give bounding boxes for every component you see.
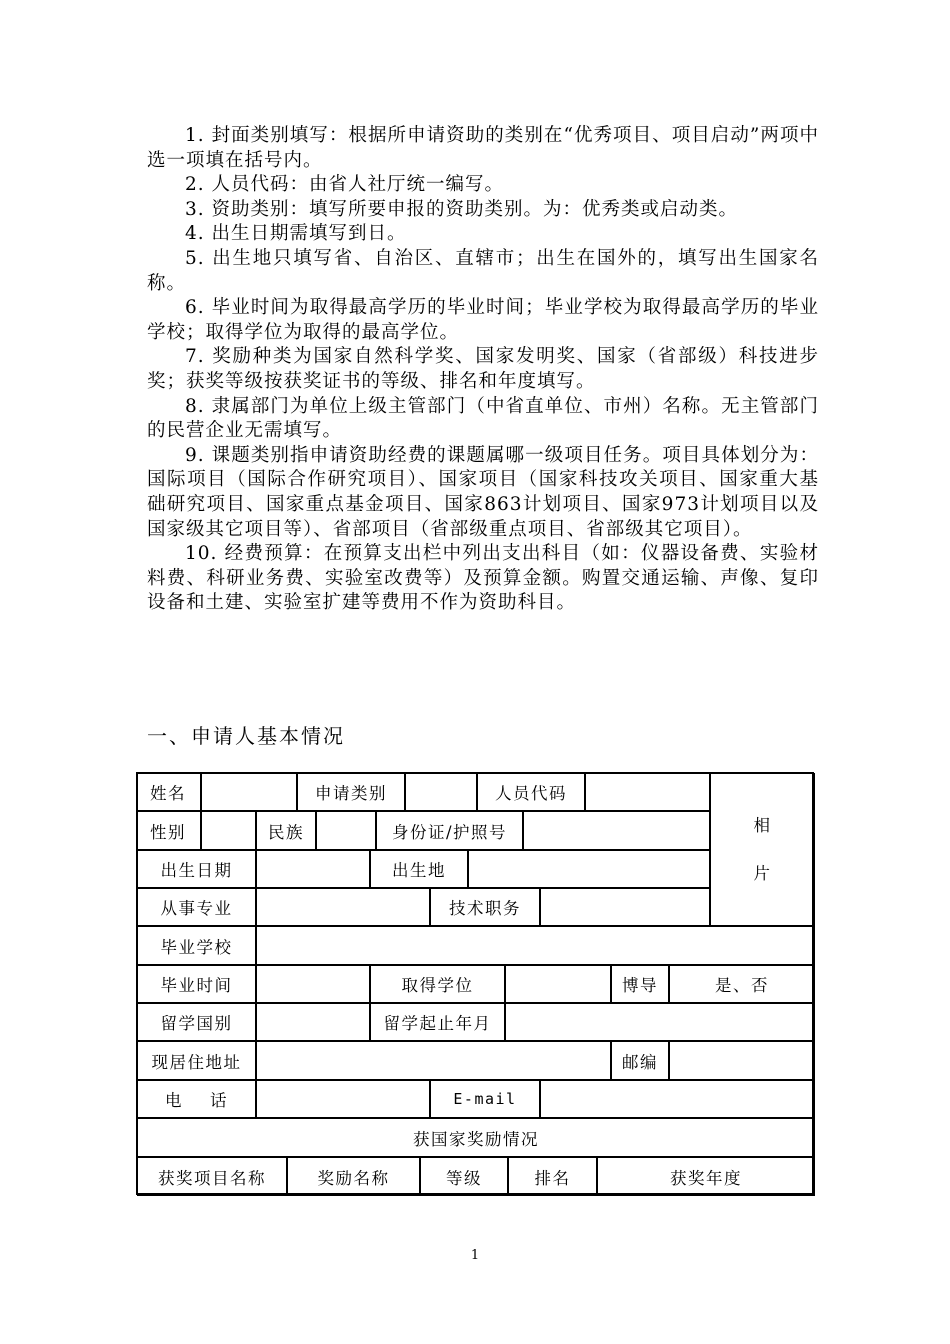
ethnicity-field[interactable] — [316, 811, 376, 850]
person-code-label: 人员代码 — [477, 773, 585, 811]
address-label: 现居住地址 — [137, 1041, 256, 1080]
doctoral-supervisor-label: 博导 — [611, 965, 669, 1003]
instruction-6: 6. 毕业时间为取得最高学历的毕业时间；毕业学校为取得最高学历的毕业学校；取得学位为取得的最高学位。 — [147, 297, 819, 343]
phone-field[interactable] — [256, 1080, 430, 1118]
study-abroad-country-label: 留学国别 — [137, 1003, 256, 1041]
grad-time-label: 毕业时间 — [137, 965, 256, 1003]
instruction-1: 1. 封面类别填写：根据所申请资助的类别在“优秀项目、项目启动”两项中选一项填在括号内。 — [147, 125, 819, 171]
major-label: 从事专业 — [137, 888, 256, 926]
grad-time-field[interactable] — [256, 965, 370, 1003]
gender-field[interactable] — [201, 811, 256, 850]
section-title: 一、申请人基本情况 — [147, 724, 345, 748]
birth-place-label: 出生地 — [370, 850, 468, 888]
grad-school-label: 毕业学校 — [137, 926, 256, 965]
photo-label-2: 片 — [753, 863, 772, 883]
email-field[interactable] — [540, 1080, 815, 1118]
instruction-2: 2. 人员代码：由省人社厅统一编写。 — [185, 174, 505, 196]
name-field[interactable] — [201, 773, 297, 811]
award-project-header: 获奖项目名称 — [137, 1157, 287, 1196]
awards-heading: 获国家奖励情况 — [137, 1118, 815, 1157]
award-year-header: 获奖年度 — [597, 1157, 815, 1196]
apply-type-field[interactable] — [405, 773, 477, 811]
tech-title-label: 技术职务 — [430, 888, 540, 926]
award-level-header: 等级 — [420, 1157, 508, 1196]
gender-label: 性别 — [137, 811, 201, 850]
instruction-7: 7. 奖励种类为国家自然科学奖、国家发明奖、国家（省部级）科技进步奖；获奖等级按获奖证书的等级、排名和年度填写。 — [147, 346, 819, 392]
birth-place-field[interactable] — [468, 850, 710, 888]
degree-label: 取得学位 — [370, 965, 505, 1003]
instruction-8: 8. 隶属部门为单位上级主管部门（中省直单位、市州）名称。无主管部门的民营企业无需填写。 — [147, 395, 819, 442]
page-number: 1 — [470, 1248, 480, 1263]
award-rank-header: 排名 — [508, 1157, 597, 1196]
study-abroad-period-field[interactable] — [505, 1003, 815, 1041]
study-abroad-country-field[interactable] — [256, 1003, 370, 1041]
photo-label-1: 相 — [753, 815, 772, 835]
apply-type-label: 申请类别 — [297, 773, 405, 811]
major-field[interactable] — [256, 888, 430, 926]
name-label: 姓名 — [137, 773, 201, 811]
id-passport-field[interactable] — [523, 811, 710, 850]
birth-date-label: 出生日期 — [137, 850, 256, 888]
applicant-form — [136, 772, 814, 1195]
birth-date-field[interactable] — [256, 850, 370, 888]
postcode-label: 邮编 — [611, 1041, 669, 1080]
instruction-10: 10. 经费预算：在预算支出栏中列出支出科目（如：仪器设备费、实验材料费、科研业务费、实验室改费等）及预算金额。购置交通运输、声像、复印设备和土建、实验室扩建等费用不作为资助科目。 — [147, 543, 819, 614]
instruction-3: 3. 资助类别：填写所要申报的资助类别。为：优秀类或启动类。 — [185, 198, 739, 220]
address-field[interactable] — [256, 1041, 611, 1080]
instruction-9: 9. 课题类别指申请资助经费的课题属哪一级项目任务。项目具体划分为：国际项目（国际合作研究项目）、国家项目（国家科技攻关项目、国家重大基础研究项目、国家重点基金项目、国家863计划项目、国家973计划项目以及国家级其它项目等）、省部项目（省部级重点项目、省部级其它项目）。 — [147, 444, 819, 540]
person-code-field[interactable] — [585, 773, 710, 811]
instructions — [147, 124, 819, 616]
award-name-header: 奖励名称 — [287, 1157, 420, 1196]
instruction-5: 5. 出生地只填写省、自治区、直辖市；出生在国外的，填写出生国家名称。 — [147, 247, 819, 294]
id-passport-label: 身份证/护照号 — [376, 811, 523, 850]
study-abroad-period-label: 留学起止年月 — [370, 1003, 505, 1041]
grad-school-field[interactable] — [256, 926, 815, 965]
degree-field[interactable] — [505, 965, 611, 1003]
instruction-4: 4. 出生日期需填写到日。 — [185, 223, 407, 245]
tech-title-field[interactable] — [540, 888, 710, 926]
phone-label: 电 话 — [137, 1080, 256, 1118]
ethnicity-label: 民族 — [256, 811, 316, 850]
photo-box[interactable] — [710, 773, 815, 926]
postcode-field[interactable] — [669, 1041, 815, 1080]
doctoral-supervisor-choice[interactable]: 是、否 — [669, 965, 815, 1003]
email-label: E-mail — [430, 1080, 540, 1118]
